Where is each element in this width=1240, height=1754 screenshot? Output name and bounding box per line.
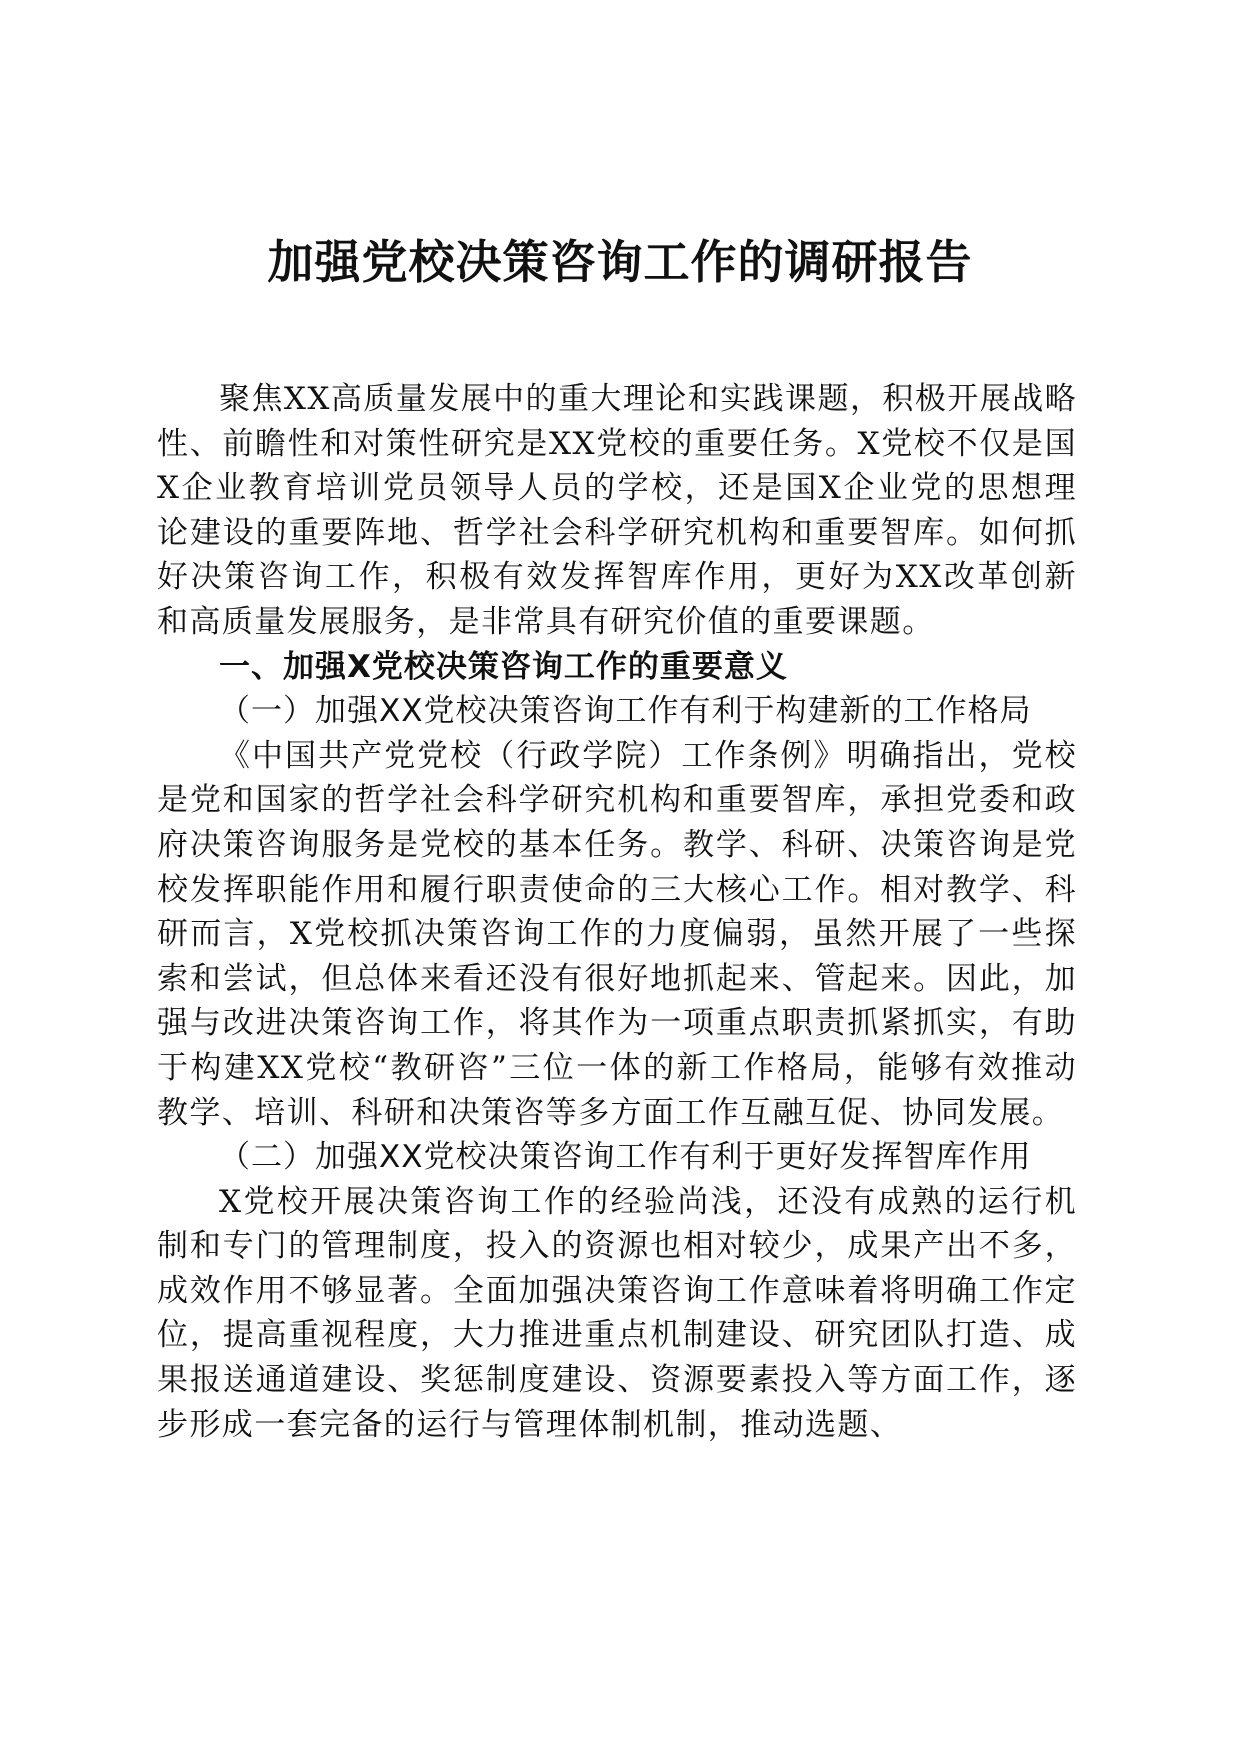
intro-paragraph: 聚焦XX高质量发展中的重大理论和实践课题，积极开展战略性、前瞻性和对策性研究是XX党校的重要任务。X党校不仅是国X企业教育培训党员领导人员的学校，还是国X企业党的思想理论建设的重要阵地、哲学社会科学研究机构和重要智库。如何抓好决策咨询工作，积极有效发挥智库作用，更好为XX改革创新和高质量发展服务，是非常具有研究价值的重要课题。 [157,381,1077,640]
document-body [157,377,1077,1447]
subsection-heading-2: （二）加强XX党校决策咨询工作有利于更好发挥智库作用 [219,1139,1032,1176]
document-title: 加强党校决策咨询工作的调研报告 [267,235,973,289]
section-heading-1: 一、加强X党校决策咨询工作的重要意义 [219,648,788,685]
subsection-heading-1: （一）加强XX党校决策咨询工作有利于构建新的工作格局 [219,693,1032,730]
body-paragraph-1: 《中国共产党党校（行政学院）工作条例》明确指出，党校是党和国家的哲学社会科学研究机构和重要智库，承担党委和政府决策咨询服务是党校的基本任务。教学、科研、决策咨询是党校发挥职能作用和履行职责使命的三大核心工作。相对教学、科研而言，X党校抓决策咨询工作的力度偏弱，虽然开展了一些探索和尝试，但总体来看还没有很好地抓起来、管起来。因此，加强与改进决策咨询工作，将其作为一项重点职责抓紧抓实，有助于构建XX党校“教研咨”三位一体的新工作格局，能够有效推动教学、培训、科研和决策咨等多方面工作互融互促、协同发展。 [157,737,1077,1131]
body-paragraph-2: X党校开展决策咨询工作的经验尚浅，还没有成熟的运行机制和专门的管理制度，投入的资源也相对较少，成果产出不多，成效作用不够显著。全面加强决策咨询工作意味着将明确工作定位，提高重视程度，大力推进重点机制建设、研究团队打造、成果报送通道建设、奖惩制度建设、资源要素投入等方面工作，逐步形成一套完备的运行与管理体制机制，推动选题、 [157,1183,1077,1443]
